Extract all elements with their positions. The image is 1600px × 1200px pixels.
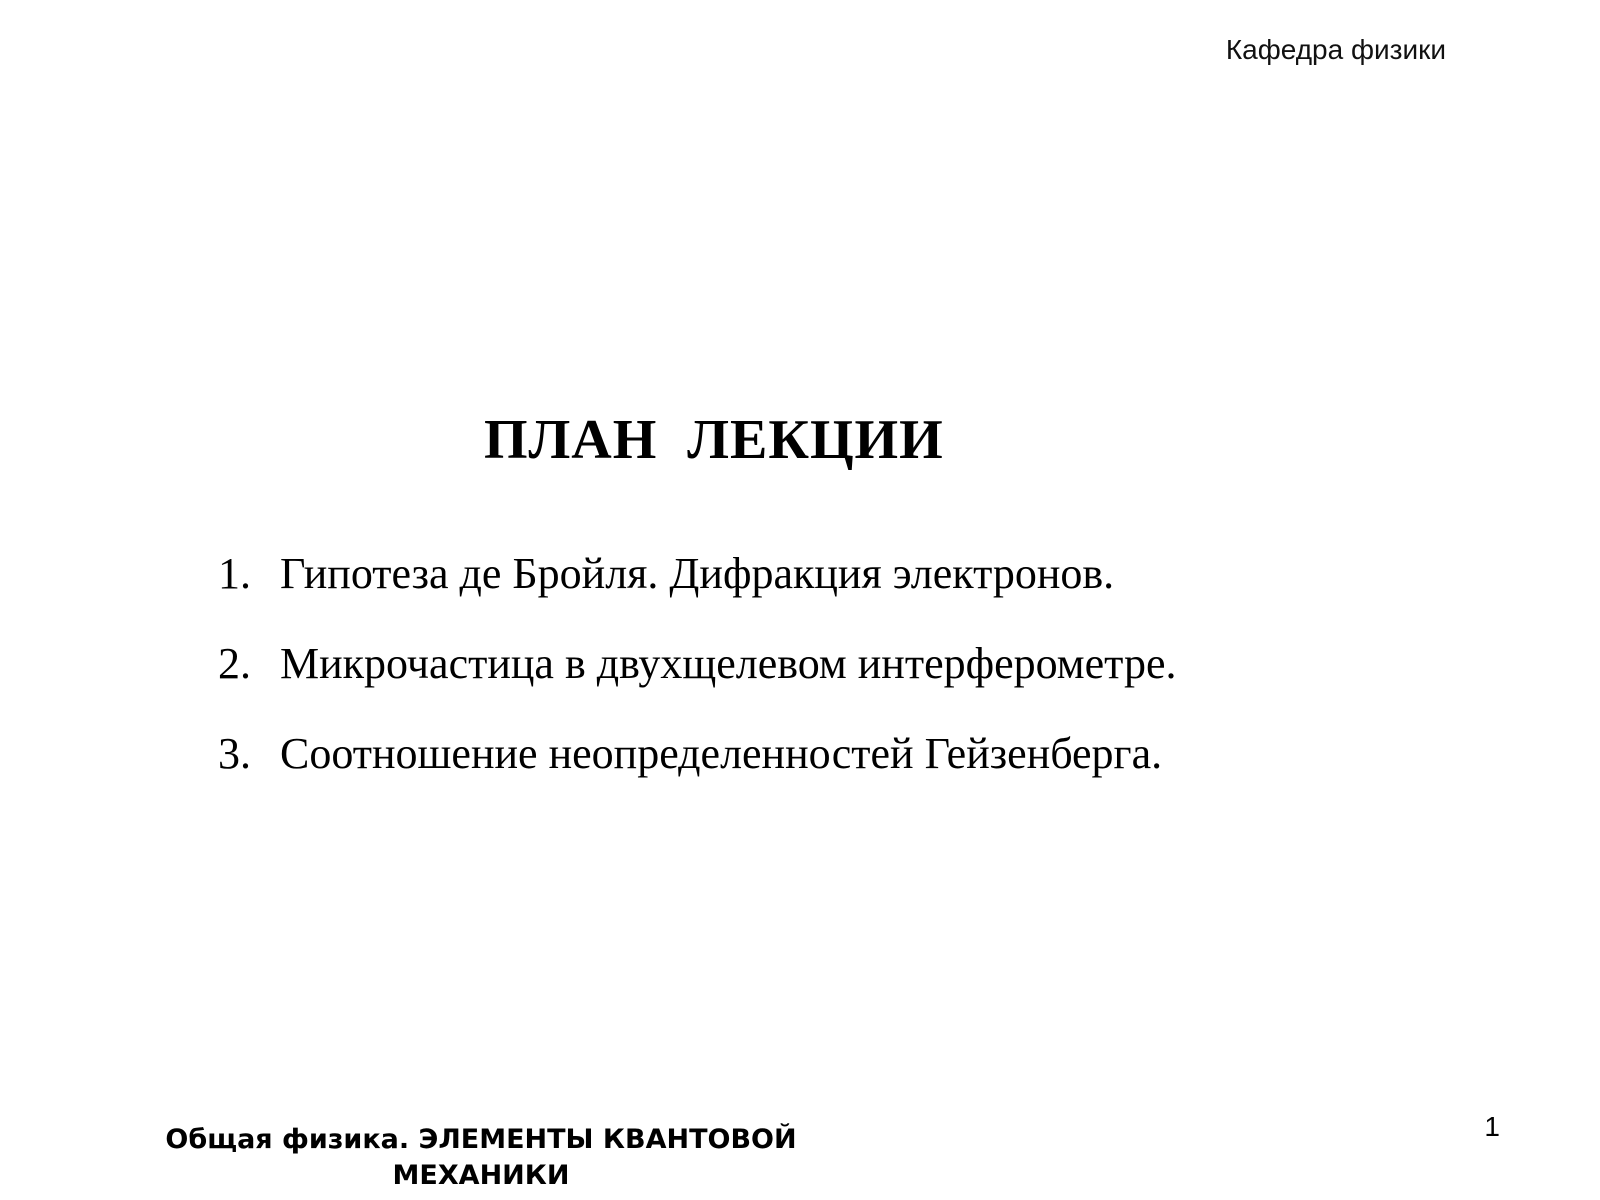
lecture-plan-list bbox=[218, 548, 1176, 818]
list-item-number: 2. bbox=[218, 639, 251, 688]
list-item-number: 1. bbox=[218, 549, 251, 598]
course-footer-line1: Общая физика. ЭЛЕМЕНТЫ КВАНТОВОЙ bbox=[165, 1124, 797, 1155]
course-footer bbox=[146, 1122, 816, 1194]
course-footer-line2: МЕХАНИКИ bbox=[392, 1160, 570, 1191]
page-title: ПЛАН ЛЕКЦИИ bbox=[484, 409, 944, 471]
list-item-text: Гипотеза де Бройля. Дифракция электронов. bbox=[280, 549, 1115, 598]
list-item-text: Соотношение неопределенностей Гейзенберга. bbox=[280, 729, 1163, 778]
list-item bbox=[218, 728, 1176, 818]
department-label: Кафедра физики bbox=[1225, 34, 1446, 65]
list-item bbox=[218, 548, 1176, 638]
list-item-text: Микрочастица в двухщелевом интерферометре. bbox=[280, 639, 1177, 688]
list-item-number: 3. bbox=[218, 729, 251, 778]
page-number: 1 bbox=[1484, 1111, 1500, 1142]
list-item bbox=[218, 638, 1176, 728]
